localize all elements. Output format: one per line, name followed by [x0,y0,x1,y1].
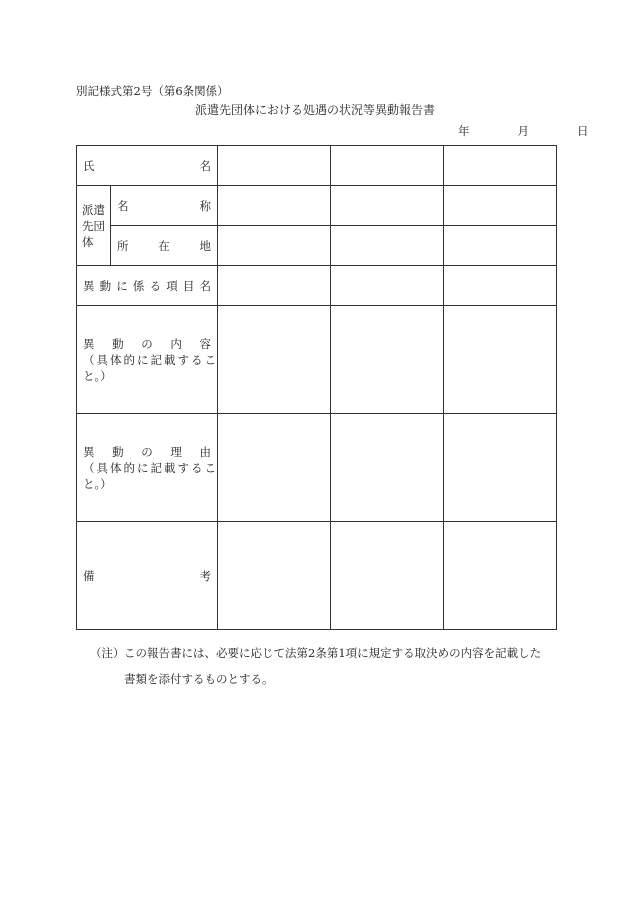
footnote-line-1: （注）この報告書には、必要に応じて法第2条第1項に規定する取決めの内容を記載した [90,640,560,666]
change-reason-entry-cell-3[interactable] [444,414,557,522]
date-line [458,124,589,138]
date-day-label: 日 [577,124,589,138]
form-number-label: 別記様式第2号（第6条関係） [76,84,229,98]
name-entry-cell-1[interactable] [218,146,331,186]
remarks-entry-cell-1[interactable] [218,522,331,630]
change-item-entry-cell-2[interactable] [331,266,444,306]
org-address-entry-cell-2[interactable] [331,226,444,266]
row-name [77,146,557,186]
change-item-label-cell: 異 動 に 係 る 項 目 名 [77,266,218,306]
document-title: 派遣先団体における処遇の状況等異動報告書 [194,103,435,117]
change-reason-entry-cell-2[interactable] [331,414,444,522]
change-content-entry-cell-3[interactable] [444,306,557,414]
org-address-entry-cell-1[interactable] [218,226,331,266]
row-change-item [77,266,557,306]
change-content-entry-cell-1[interactable] [218,306,331,414]
row-remarks [77,522,557,630]
footnote [90,640,560,692]
change-content-entry-cell-2[interactable] [331,306,444,414]
row-change-reason [77,414,557,522]
org-name-entry-cell-2[interactable] [331,186,444,226]
org-name-entry-cell-1[interactable] [218,186,331,226]
report-table [76,145,557,630]
dispatch-group-label-cell: 派遣 先団 体 [77,186,111,266]
change-item-entry-cell-1[interactable] [218,266,331,306]
date-month-label: 月 [517,124,529,138]
row-change-content [77,306,557,414]
name-label-cell: 氏 名 [77,146,218,186]
org-address-label-cell: 所 在 地 [111,226,218,266]
footnote-line-2: 書類を添付するものとする。 [124,672,274,686]
row-org-name [77,186,557,226]
remarks-entry-cell-2[interactable] [331,522,444,630]
footnote-tag: （注） [90,646,125,660]
name-entry-cell-3[interactable] [444,146,557,186]
change-reason-entry-cell-1[interactable] [218,414,331,522]
change-content-label-cell: 異 動 の 内 容 （具体的に記載するこ と。） [77,306,218,414]
row-org-address [77,226,557,266]
remarks-label-cell: 備 考 [77,522,218,630]
org-address-entry-cell-3[interactable] [444,226,557,266]
date-year-label: 年 [458,124,470,138]
remarks-entry-cell-3[interactable] [444,522,557,630]
change-item-entry-cell-3[interactable] [444,266,557,306]
name-entry-cell-2[interactable] [331,146,444,186]
org-name-label-cell: 名 称 [111,186,218,226]
org-name-entry-cell-3[interactable] [444,186,557,226]
change-reason-label-cell: 異 動 の 理 由 （具体的に記載するこ と。） [77,414,218,522]
